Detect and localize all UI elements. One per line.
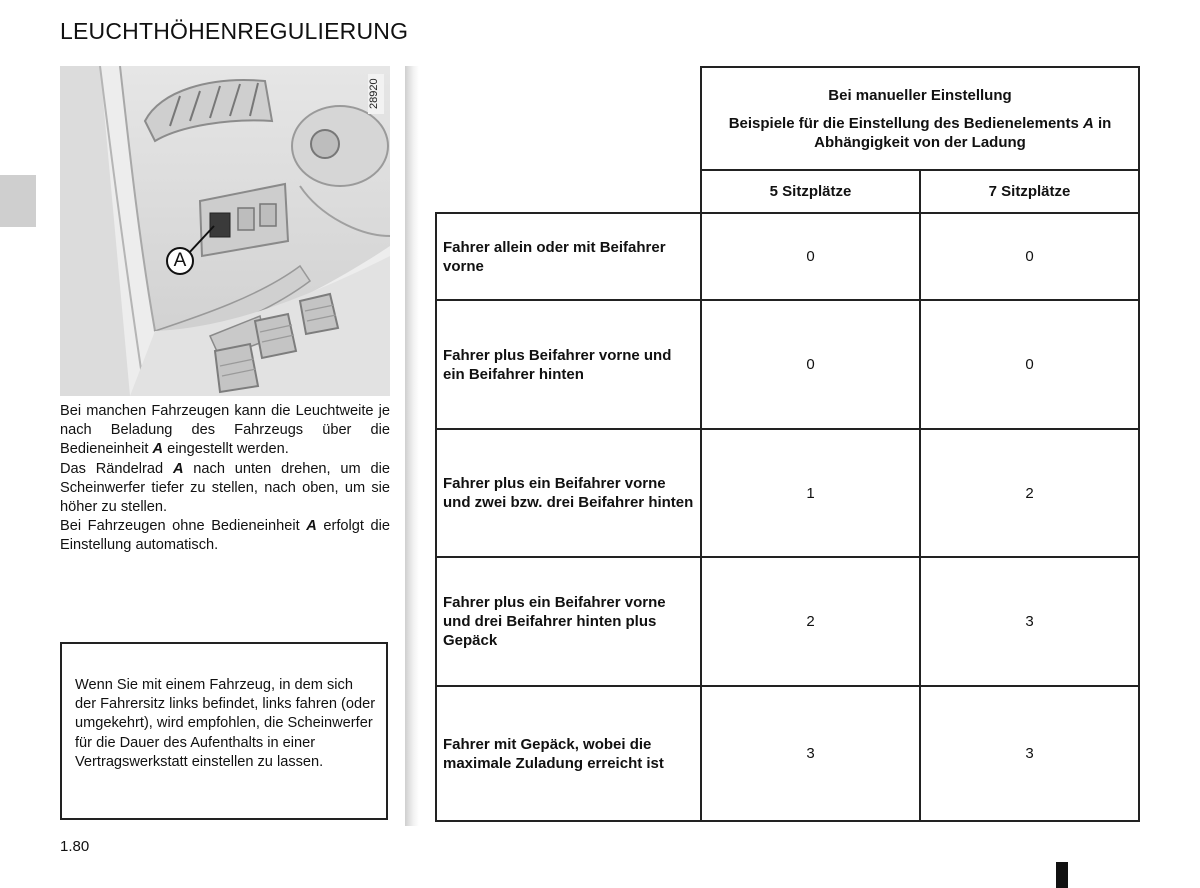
callout-a-label: A (166, 247, 194, 275)
row-label: Fahrer allein oder mit Beifahrer vorne (436, 213, 701, 300)
paragraph-3: Bei Fahrzeugen ohne Bedieneinheit A erfolgt die Einstellung automatisch. (60, 518, 390, 554)
note-text: Wenn Sie mit einem Fahrzeug, in dem sich der Fahrersitz links befindet, links fahren (oder umgekehrt), wird empfohlen, die Scheinwerfer für die Dauer des Aufenthalts in einer Vertragswerkstatt einstellen zu lassen. (75, 677, 376, 770)
value-5-seats: 1 (701, 429, 920, 557)
chapter-tab-marker (0, 175, 36, 227)
note-box (60, 642, 388, 820)
value-7-seats: 2 (920, 429, 1139, 557)
page-edge-marker (1056, 862, 1068, 888)
paragraph-2: Das Rändelrad A nach unten drehen, um die Scheinwerfer tiefer zu stellen, nach oben, um sie höher zu stellen. (60, 460, 390, 516)
row-label: Fahrer plus Beifahrer vorne und ein Beifahrer hinten (436, 300, 701, 429)
column-header-5-seats: 5 Sitzplätze (701, 170, 920, 213)
page-title: LEUCHTHÖHENREGULIERUNG (60, 18, 409, 44)
column-divider (405, 66, 419, 826)
row-label: Fahrer mit Gepäck, wobei die maximale Zuladung erreicht ist (436, 686, 701, 821)
value-5-seats: 2 (701, 557, 920, 686)
page-number: 1.80 (60, 838, 90, 855)
dashboard-drawing (60, 66, 390, 396)
table-row (436, 213, 1139, 300)
value-5-seats: 0 (701, 300, 920, 429)
dashboard-illustration (60, 66, 390, 396)
value-5-seats: 0 (701, 213, 920, 300)
figure-number: 28920 (368, 74, 384, 114)
table-corner (436, 67, 701, 213)
table-row (436, 300, 1139, 429)
value-7-seats: 0 (920, 300, 1139, 429)
value-5-seats: 3 (701, 686, 920, 821)
value-7-seats: 0 (920, 213, 1139, 300)
adjustment-table (435, 66, 1140, 822)
table-row (436, 429, 1139, 557)
row-label: Fahrer plus ein Beifahrer vorne und zwei bzw. drei Beifahrer hinten (436, 429, 701, 557)
column-header-7-seats: 7 Sitzplätze (920, 170, 1139, 213)
value-7-seats: 3 (920, 557, 1139, 686)
table-row (436, 557, 1139, 686)
table-header: Bei manueller Einstellung Beispiele für die Einstellung des Bedienelements A in Abhängigkeit von der Ladung (701, 67, 1139, 170)
paragraph-1: Bei manchen Fahrzeugen kann die Leuchtweite je nach Beladung des Fahrzeugs über die Bedieneinheit A eingestellt werden. (60, 403, 390, 458)
table-row (436, 686, 1139, 821)
value-7-seats: 3 (920, 686, 1139, 821)
body-text (60, 402, 390, 556)
row-label: Fahrer plus ein Beifahrer vorne und drei Beifahrer hinten plus Gepäck (436, 557, 701, 686)
